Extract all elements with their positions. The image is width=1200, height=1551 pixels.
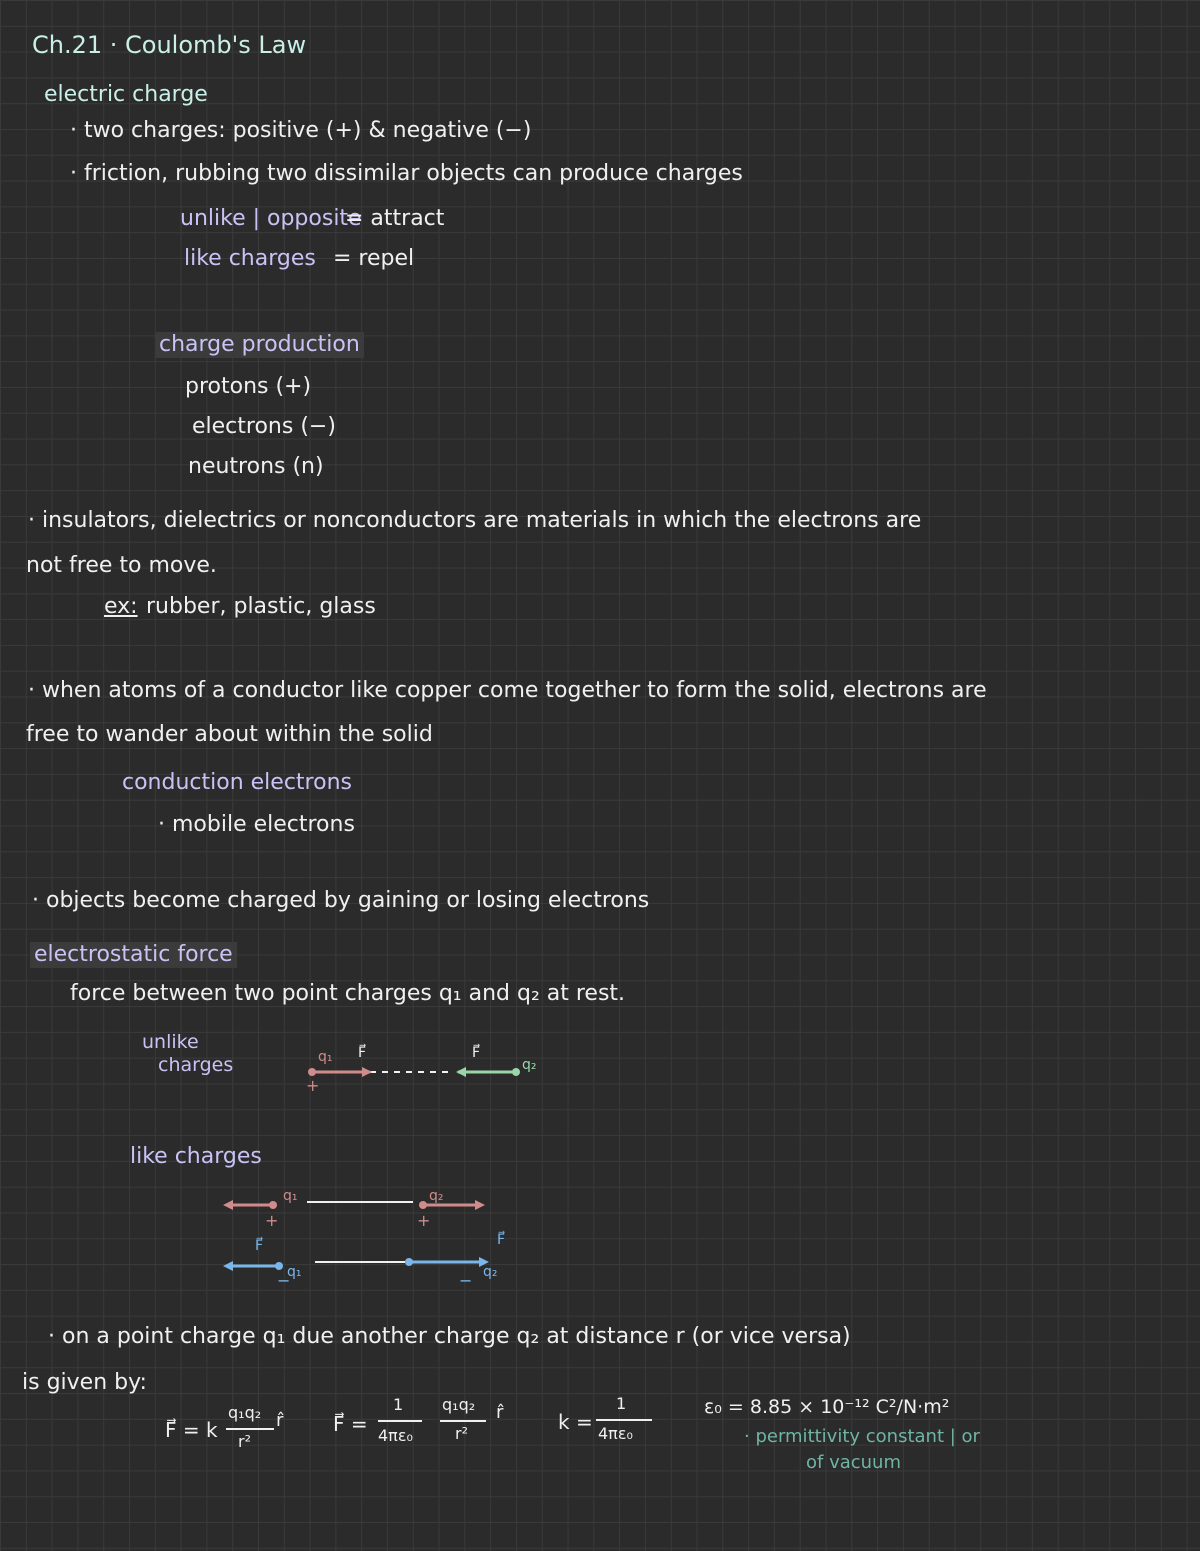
like-charges-diagram-label: like charges [130,1144,262,1169]
like-f-label-right: F⃗ [497,1232,506,1248]
like-charges-label: like charges [184,246,316,271]
heading-electrostatic-force: electrostatic force [30,942,237,968]
insulators-line2: not free to move. [26,553,217,578]
epsilon-value: ε₀ = 8.85 × 10⁻¹² C²/N·m² [704,1396,950,1418]
permittivity-line1: · permittivity constant | or [744,1426,980,1447]
eq3-numerator: 1 [616,1394,627,1413]
like-repel: = repel [333,246,415,271]
like-pos-plus-1: + [265,1211,279,1230]
eq1-lhs: F⃗ = k [165,1418,218,1442]
conductors-line2: free to wander about within the solid [26,722,433,747]
unlike-charge-q1 [308,1068,316,1076]
eq2-lhs: F⃗ = [333,1412,368,1436]
unlike-q1-label: q₁ [318,1049,333,1065]
eq3-denominator: 4πε₀ [598,1424,633,1443]
objects-charged: · objects become charged by gaining or losing electrons [32,888,650,913]
unlike-attract: = attract [345,206,445,231]
unlike-charges-diagram [290,1035,560,1095]
bullet-friction: · friction, rubbing two dissimilar objects can produce charges [70,161,743,186]
page-title: Ch.21 · Coulomb's Law [32,31,307,59]
eq2-frac2-denominator: r² [455,1424,468,1443]
like-pos-arrow-head-left [223,1200,233,1210]
eq2-frac2-numerator: q₁q₂ [442,1395,476,1414]
insulators-line1: · insulators, dielectrics or nonconductors are materials in which the electrons are [28,508,922,533]
like-pos-charge-q1 [269,1201,277,1209]
permittivity-line2: of vacuum [806,1452,902,1473]
eq1-numerator: q₁q₂ [228,1403,262,1422]
eq2-denominator: 4πε₀ [378,1426,413,1445]
like-neg-q2-label: q₂ [483,1264,498,1280]
eq3-fraction-bar [596,1419,652,1421]
eq1-rhat: r̂ [276,1410,284,1431]
eq2-frac2-bar [440,1420,486,1422]
like-neg-q1-label: q₁ [287,1264,302,1280]
unlike-arrow-head-left [362,1067,372,1077]
unlike-plus-sign: + [306,1076,320,1095]
electrons: electrons (−) [192,414,336,439]
example-materials: rubber, plastic, glass [146,594,376,619]
force-between-charges: force between two point charges q₁ and q₂ at rest. [70,981,626,1006]
like-neg-minus-1: − [277,1271,291,1290]
unlike-opposite-label: unlike | opposite [180,206,362,231]
heading-charge-production: charge production [155,332,364,358]
neutrons: neutrons (n) [188,454,324,479]
coulomb-line2: is given by: [22,1370,147,1395]
like-neg-charge-q1 [275,1262,283,1270]
unlike-f-label-right: F⃗ [472,1045,481,1061]
heading-electric-charge: electric charge [44,82,208,107]
like-neg-arrow-head-left [223,1261,233,1271]
like-pos-arrow-head-right [475,1200,485,1210]
like-charges-diagram [215,1180,525,1290]
eq1-denominator: r² [238,1432,251,1451]
heading-conduction-electrons: conduction electrons [122,770,352,795]
protons: protons (+) [185,374,312,399]
unlike-label-line1: unlike [142,1031,199,1053]
eq3-lhs: k = [558,1410,593,1434]
unlike-arrow-head-right [456,1067,466,1077]
unlike-charge-q2 [512,1068,520,1076]
eq2-fraction-bar [378,1420,422,1422]
like-pos-q2-label: q₂ [429,1188,444,1204]
eq2-rhat: r̂ [496,1402,504,1423]
bullet-two-charges: · two charges: positive (+) & negative (−) [70,118,532,143]
coulomb-line1: · on a point charge q₁ due another charge q₂ at distance r (or vice versa) [48,1324,851,1349]
eq2-numerator: 1 [393,1395,404,1414]
like-neg-minus-2: − [459,1271,473,1290]
unlike-q2-label: q₂ [522,1057,537,1073]
unlike-label-line2: charges [158,1054,234,1076]
conductors-line1: · when atoms of a conductor like copper come together to form the solid, electrons are [28,678,987,703]
like-pos-q1-label: q₁ [283,1188,298,1204]
eq1-fraction-bar [226,1428,274,1430]
like-f-label-left: F⃗ [255,1238,264,1254]
like-pos-plus-2: + [417,1211,431,1230]
mobile-electrons: · mobile electrons [158,812,355,837]
unlike-f-label-left: F⃗ [358,1045,367,1061]
example-prefix: ex: [104,594,138,619]
